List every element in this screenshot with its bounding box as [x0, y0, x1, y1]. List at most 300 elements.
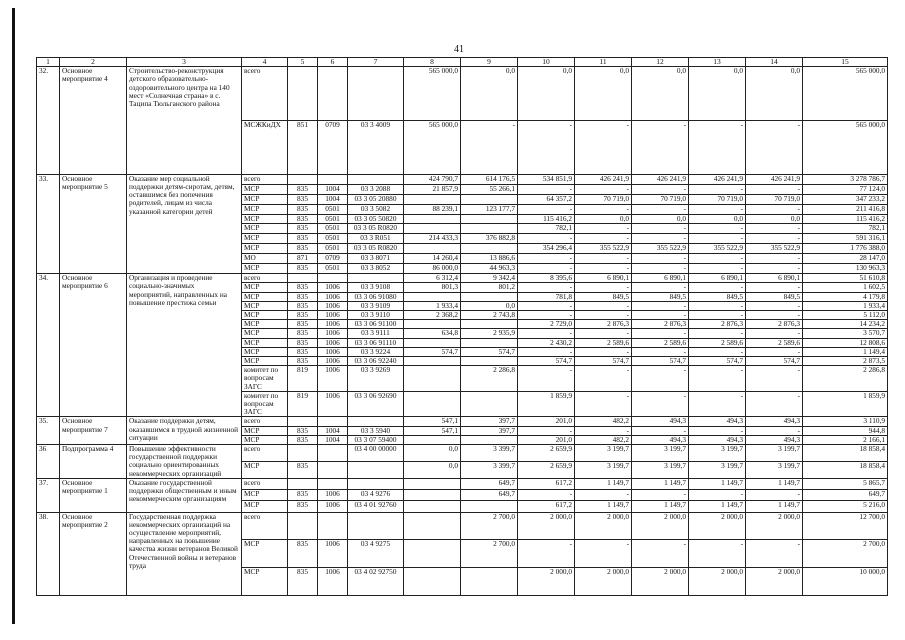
amount-cell: 2 743,8	[461, 311, 518, 320]
code-cell: 03 3 2088	[348, 184, 404, 194]
code-cell: 835	[288, 311, 318, 320]
amount-cell: -	[575, 264, 632, 274]
amount-cell: -	[689, 184, 746, 194]
amount-cell: 0,0	[689, 214, 746, 224]
amount-cell: 70 719,0	[746, 194, 803, 204]
table-row	[37, 67, 888, 121]
code-cell	[348, 478, 404, 489]
amount-cell: -	[689, 254, 746, 264]
table-row	[37, 417, 888, 426]
code-cell: 0709	[318, 254, 348, 264]
amount-cell	[461, 501, 518, 512]
amount-cell: 2 876,3	[575, 320, 632, 329]
code-cell: 03 3 9109	[348, 301, 404, 310]
executor-cell: МСР	[242, 301, 288, 310]
amount-cell: 944,8	[803, 426, 888, 435]
amount-cell: -	[689, 301, 746, 310]
amount-cell: 2 368,2	[404, 311, 461, 320]
amount-cell: 3 570,7	[803, 329, 888, 338]
amount-cell: 1 149,7	[746, 478, 803, 489]
amount-cell: -	[518, 283, 575, 292]
executor-cell: МСР	[242, 204, 288, 214]
amount-cell: 5 112,0	[803, 311, 888, 320]
amount-cell: 801,3	[404, 283, 461, 292]
amount-cell: -	[632, 540, 689, 568]
amount-cell: -	[575, 426, 632, 435]
measure-description: Строительство-реконструкция детского образовательно-оздоровительного центра на 140 мест «Солнечная страна» в с. Таципа Тюльганского района	[127, 67, 242, 175]
measure-description: Оказание государственной поддержки общественным и иным некоммерческим организациям	[127, 478, 242, 512]
code-cell: 1006	[318, 292, 348, 301]
code-cell: 835	[288, 244, 318, 254]
amount-cell: 201,0	[518, 435, 575, 444]
amount-cell	[404, 366, 461, 392]
amount-cell: -	[632, 283, 689, 292]
code-cell	[288, 417, 318, 426]
executor-cell: МО	[242, 254, 288, 264]
code-cell: 835	[288, 301, 318, 310]
amount-cell: 6 312,4	[404, 274, 461, 283]
amount-cell: 2 166,1	[803, 435, 888, 444]
code-cell: 03 3 06 92690	[348, 391, 404, 417]
amount-cell: 574,7	[518, 357, 575, 366]
amount-cell	[461, 194, 518, 204]
budget-table	[36, 57, 888, 596]
amount-cell: -	[518, 490, 575, 501]
amount-cell: 12 808,6	[803, 338, 888, 347]
amount-cell: 547,1	[404, 426, 461, 435]
code-cell: 819	[288, 391, 318, 417]
code-cell	[348, 67, 404, 121]
table-row	[37, 274, 888, 283]
amount-cell: -	[632, 234, 689, 244]
amount-cell: 5 865,7	[803, 478, 888, 489]
code-cell: 1006	[318, 347, 348, 356]
code-cell: 03 3 9224	[348, 347, 404, 356]
amount-cell: 115 416,2	[803, 214, 888, 224]
executor-cell: МСР	[242, 184, 288, 194]
amount-cell: 2 700,0	[461, 540, 518, 568]
amount-cell: 565 000,0	[803, 67, 888, 121]
amount-cell: 211 416,8	[803, 204, 888, 214]
code-cell	[288, 512, 318, 540]
amount-cell	[404, 512, 461, 540]
amount-cell: 64 357,2	[518, 194, 575, 204]
amount-cell: 849,5	[689, 292, 746, 301]
code-cell: 1006	[318, 357, 348, 366]
code-cell: 835	[288, 224, 318, 234]
amount-cell: -	[689, 366, 746, 392]
code-cell: 1006	[318, 283, 348, 292]
amount-cell: -	[689, 264, 746, 274]
scan-edge-line	[12, 8, 15, 624]
code-cell	[288, 274, 318, 283]
measure-name: Основное мероприятие 4	[60, 67, 127, 175]
amount-cell: -	[518, 264, 575, 274]
code-cell: 03 3 06 92240	[348, 357, 404, 366]
executor-cell: МСЖКиДХ	[242, 121, 288, 175]
code-cell: 1006	[318, 329, 348, 338]
amount-cell: -	[689, 224, 746, 234]
amount-cell: -	[518, 301, 575, 310]
amount-cell: 574,7	[632, 357, 689, 366]
amount-cell: 55 266,1	[461, 184, 518, 194]
amount-cell	[404, 501, 461, 512]
header-cell: 8	[404, 58, 461, 67]
amount-cell: 8 395,6	[518, 274, 575, 283]
amount-cell: -	[575, 311, 632, 320]
amount-cell: 2 000,0	[746, 567, 803, 595]
code-cell	[348, 512, 404, 540]
amount-cell: 355 522,9	[632, 244, 689, 254]
amount-cell	[404, 490, 461, 501]
executor-cell: МСР	[242, 567, 288, 595]
code-cell: 0501	[318, 264, 348, 274]
code-cell: 03 3 06 91080	[348, 292, 404, 301]
code-cell: 835	[288, 320, 318, 329]
amount-cell	[404, 391, 461, 417]
code-cell: 1006	[318, 490, 348, 501]
amount-cell: -	[746, 254, 803, 264]
amount-cell: 6 890,1	[689, 274, 746, 283]
amount-cell: 574,7	[404, 347, 461, 356]
amount-cell: 494,3	[689, 435, 746, 444]
amount-cell: 1 933,4	[803, 301, 888, 310]
amount-cell	[461, 214, 518, 224]
code-cell: 1006	[318, 567, 348, 595]
amount-cell: -	[575, 224, 632, 234]
amount-cell: 3 399,7	[461, 461, 518, 478]
code-cell	[348, 274, 404, 283]
amount-cell: -	[575, 540, 632, 568]
code-cell	[318, 445, 348, 462]
code-cell: 0501	[318, 224, 348, 234]
amount-cell: 2 286,8	[803, 366, 888, 392]
code-cell: 871	[288, 254, 318, 264]
header-cell: 9	[461, 58, 518, 67]
measure-description: Оказание мер социальной поддержки детям-сиротам, детям, оставшимся без попечения родителей, лицам из числа указанной категории детей	[127, 174, 242, 273]
amount-cell: -	[575, 366, 632, 392]
code-cell: 1006	[318, 366, 348, 392]
amount-cell: -	[746, 121, 803, 175]
code-cell: 835	[288, 357, 318, 366]
row-number: 33.	[37, 174, 60, 273]
code-cell: 1004	[318, 184, 348, 194]
amount-cell: 355 522,9	[746, 244, 803, 254]
code-cell: 03 4 01 92760	[348, 501, 404, 512]
amount-cell	[461, 292, 518, 301]
executor-cell: МСР	[242, 435, 288, 444]
executor-cell: всего	[242, 174, 288, 184]
amount-cell: 2 659,9	[518, 461, 575, 478]
row-number: 35.	[37, 417, 60, 445]
code-cell	[348, 174, 404, 184]
amount-cell: 70 719,0	[689, 194, 746, 204]
amount-cell: -	[746, 184, 803, 194]
code-cell: 03 3 8052	[348, 264, 404, 274]
amount-cell: 2 000,0	[518, 512, 575, 540]
code-cell: 03 3 5940	[348, 426, 404, 435]
amount-cell: -	[518, 540, 575, 568]
amount-cell: 0,0	[746, 214, 803, 224]
amount-cell: -	[689, 121, 746, 175]
amount-cell	[461, 244, 518, 254]
code-cell: 03 3 9108	[348, 283, 404, 292]
amount-cell: 347 233,2	[803, 194, 888, 204]
amount-cell: 3 278 786,7	[803, 174, 888, 184]
amount-cell: 2 876,3	[746, 320, 803, 329]
amount-cell: -	[575, 347, 632, 356]
code-cell: 835	[288, 234, 318, 244]
amount-cell: -	[575, 391, 632, 417]
executor-cell: всего	[242, 417, 288, 426]
amount-cell: -	[746, 490, 803, 501]
amount-cell	[461, 320, 518, 329]
amount-cell: -	[575, 301, 632, 310]
amount-cell: -	[518, 329, 575, 338]
code-cell: 835	[288, 194, 318, 204]
amount-cell: 1 149,7	[632, 501, 689, 512]
code-cell: 1004	[318, 435, 348, 444]
amount-cell: -	[575, 184, 632, 194]
amount-cell: -	[689, 204, 746, 214]
amount-cell: -	[632, 121, 689, 175]
code-cell: 1004	[318, 194, 348, 204]
amount-cell	[404, 338, 461, 347]
code-cell	[288, 67, 318, 121]
amount-cell: 482,2	[575, 435, 632, 444]
amount-cell: 3 199,7	[632, 461, 689, 478]
amount-cell: 2 589,6	[632, 338, 689, 347]
amount-cell: -	[632, 366, 689, 392]
amount-cell: -	[575, 121, 632, 175]
amount-cell: 0,0	[632, 214, 689, 224]
amount-cell: 3 110,9	[803, 417, 888, 426]
amount-cell: 0,0	[518, 67, 575, 121]
amount-cell: -	[746, 234, 803, 244]
row-number: 38.	[37, 512, 60, 595]
amount-cell: 0,0	[404, 445, 461, 462]
measure-name: Основное мероприятие 6	[60, 274, 127, 417]
amount-cell: 0,0	[746, 67, 803, 121]
executor-cell: всего	[242, 67, 288, 121]
amount-cell	[461, 338, 518, 347]
amount-cell	[404, 540, 461, 568]
table-row	[37, 174, 888, 184]
amount-cell: -	[746, 283, 803, 292]
amount-cell	[404, 320, 461, 329]
amount-cell: 1 149,7	[746, 501, 803, 512]
amount-cell: -	[518, 254, 575, 264]
amount-cell: -	[575, 254, 632, 264]
code-cell: 835	[288, 184, 318, 194]
code-cell: 835	[288, 347, 318, 356]
executor-cell: МСР	[242, 264, 288, 274]
measure-name: Основное мероприятие 2	[60, 512, 127, 595]
executor-cell: всего	[242, 274, 288, 283]
executor-cell: МСР	[242, 338, 288, 347]
measure-description: Организация и проведение социально-значимых мероприятий, направленных на повышение престижа семьи	[127, 274, 242, 417]
amount-cell: 6 890,1	[746, 274, 803, 283]
header-cell: 7	[348, 58, 404, 67]
code-cell	[288, 445, 318, 462]
amount-cell: -	[632, 391, 689, 417]
measure-name: Основное мероприятие 7	[60, 417, 127, 445]
executor-cell: комитет по вопросам ЗАГС	[242, 366, 288, 392]
header-cell: 2	[60, 58, 127, 67]
amount-cell: 494,3	[632, 417, 689, 426]
code-cell: 819	[288, 366, 318, 392]
code-cell	[318, 478, 348, 489]
amount-cell: -	[518, 347, 575, 356]
amount-cell: 2 000,0	[689, 512, 746, 540]
code-cell: 0501	[318, 234, 348, 244]
amount-cell: 494,3	[632, 435, 689, 444]
amount-cell: 28 147,0	[803, 254, 888, 264]
executor-cell: всего	[242, 512, 288, 540]
amount-cell: 801,2	[461, 283, 518, 292]
executor-cell: МСР	[242, 194, 288, 204]
amount-cell: 1 149,7	[689, 501, 746, 512]
code-cell: 03 4 02 92750	[348, 567, 404, 595]
amount-cell: -	[518, 121, 575, 175]
amount-cell: 2 000,0	[746, 512, 803, 540]
amount-cell	[461, 567, 518, 595]
amount-cell: 565 000,0	[404, 67, 461, 121]
code-cell: 1006	[318, 311, 348, 320]
amount-cell: -	[689, 311, 746, 320]
amount-cell: 0,0	[689, 67, 746, 121]
executor-cell: МСР	[242, 329, 288, 338]
executor-cell: МСР	[242, 426, 288, 435]
amount-cell: 14 260,4	[404, 254, 461, 264]
amount-cell: 3 199,7	[689, 445, 746, 462]
header-cell: 14	[746, 58, 803, 67]
amount-cell: -	[632, 426, 689, 435]
amount-cell: 2 000,0	[575, 567, 632, 595]
executor-cell: МСР	[242, 320, 288, 329]
header-cell: 1	[37, 58, 60, 67]
code-cell: 1006	[318, 338, 348, 347]
code-cell: 835	[288, 329, 318, 338]
amount-cell: -	[461, 121, 518, 175]
code-cell: 03 3 05 R0820	[348, 244, 404, 254]
header-cell: 12	[632, 58, 689, 67]
amount-cell	[461, 357, 518, 366]
amount-cell: -	[575, 204, 632, 214]
header-cell: 15	[803, 58, 888, 67]
code-cell: 0501	[318, 244, 348, 254]
measure-description: Повышение эффективности государственной поддержки социально ориентированных некоммерческих организаций	[127, 445, 242, 479]
code-cell	[318, 274, 348, 283]
code-cell: 1006	[318, 320, 348, 329]
code-cell: 835	[288, 426, 318, 435]
amount-cell: -	[632, 254, 689, 264]
code-cell: 835	[288, 461, 318, 478]
amount-cell: 9 342,4	[461, 274, 518, 283]
amount-cell: 397,7	[461, 417, 518, 426]
amount-cell: -	[689, 490, 746, 501]
amount-cell: 18 858,4	[803, 445, 888, 462]
table-row	[37, 445, 888, 462]
amount-cell: -	[746, 540, 803, 568]
amount-cell: -	[518, 311, 575, 320]
amount-cell: 1 149,7	[575, 501, 632, 512]
amount-cell: 574,7	[575, 357, 632, 366]
amount-cell: 355 522,9	[575, 244, 632, 254]
code-cell: 03 3 05 R0820	[348, 224, 404, 234]
amount-cell: 649,7	[461, 478, 518, 489]
amount-cell: 494,3	[746, 435, 803, 444]
amount-cell: 2 659,9	[518, 445, 575, 462]
amount-cell: 2 589,6	[746, 338, 803, 347]
row-number: 32.	[37, 67, 60, 175]
amount-cell: 6 890,1	[575, 274, 632, 283]
code-cell: 03 3 8071	[348, 254, 404, 264]
amount-cell: 12 700,0	[803, 512, 888, 540]
amount-cell: 426 241,9	[746, 174, 803, 184]
measure-description: Государственная поддержка некоммерческих организаций на осуществление мероприятий, направленных на повышение качества жизни ветеранов Великой Отечественной войны и ветеранов труда	[127, 512, 242, 595]
code-cell: 835	[288, 501, 318, 512]
amount-cell	[404, 357, 461, 366]
measure-name: Подпрограмма 4	[60, 445, 127, 479]
amount-cell: 1 859,9	[803, 391, 888, 417]
amount-cell: 2 589,6	[689, 338, 746, 347]
executor-cell: комитет по вопросам ЗАГС	[242, 391, 288, 417]
amount-cell	[461, 435, 518, 444]
amount-cell	[404, 435, 461, 444]
header-cell: 6	[318, 58, 348, 67]
code-cell: 03 3 06 91100	[348, 320, 404, 329]
code-cell	[318, 174, 348, 184]
header-cell: 3	[127, 58, 242, 67]
code-cell: 03 3 06 91110	[348, 338, 404, 347]
amount-cell: 1 933,4	[404, 301, 461, 310]
amount-cell: -	[689, 283, 746, 292]
code-cell: 03 3 07 59400	[348, 435, 404, 444]
amount-cell: 494,3	[746, 417, 803, 426]
amount-cell: 565 000,0	[803, 121, 888, 175]
executor-cell: МСР	[242, 283, 288, 292]
amount-cell: -	[746, 329, 803, 338]
executor-cell: всего	[242, 445, 288, 462]
amount-cell: -	[518, 366, 575, 392]
amount-cell: 2 873,5	[803, 357, 888, 366]
amount-cell	[404, 478, 461, 489]
amount-cell: 426 241,9	[575, 174, 632, 184]
code-cell: 03 4 9275	[348, 540, 404, 568]
amount-cell: 2 000,0	[632, 567, 689, 595]
amount-cell: 574,7	[746, 357, 803, 366]
amount-cell: 0,0	[575, 214, 632, 224]
amount-cell: 123 177,7	[461, 204, 518, 214]
amount-cell: -	[746, 391, 803, 417]
code-cell: 03 3 05 50820	[348, 214, 404, 224]
amount-cell: 77 124,0	[803, 184, 888, 194]
amount-cell: 2 000,0	[575, 512, 632, 540]
amount-cell: 5 216,0	[803, 501, 888, 512]
amount-cell: 426 241,9	[689, 174, 746, 184]
header-cell: 5	[288, 58, 318, 67]
amount-cell: 574,7	[689, 357, 746, 366]
code-cell: 835	[288, 204, 318, 214]
code-cell: 835	[288, 338, 318, 347]
amount-cell	[404, 224, 461, 234]
amount-cell: 634,8	[404, 329, 461, 338]
amount-cell	[404, 214, 461, 224]
measure-description: Оказание поддержки детям, оказавшимся в трудной жизненной ситуации	[127, 417, 242, 445]
amount-cell: 2 000,0	[518, 567, 575, 595]
amount-cell: 0,0	[461, 67, 518, 121]
